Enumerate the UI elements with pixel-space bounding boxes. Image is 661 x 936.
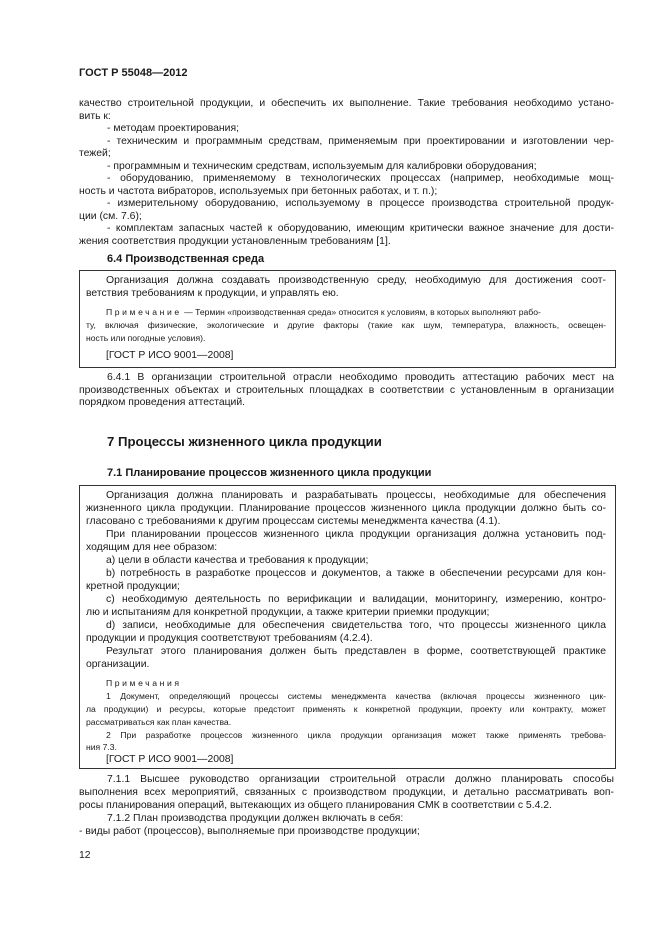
section-heading-6-4: 6.4 Производственная среда [107,253,265,265]
quote-line: Результат этого планирования должен быть представлен в форме, соответствующей практике [106,646,606,657]
text-line: ность и частота вибраторов, используемых при бетонных работах, и т. п.); [79,186,438,197]
text-line: 7.1.1 Высшее руководство организации строительной отрасли должно планировать способы [107,774,614,785]
text-line: жения соответствия продукции установленным требованиям [1]. [79,236,391,247]
quote-line: d) записи, необходимые для обеспечения свидетельства того, что процессы жизненного цикла [106,620,606,631]
list-item: - программным и техническим средствам, используемым для калибровки оборудования; [107,161,537,172]
note-line: 2 При разработке процессов жизненного цикла продукции организация может также применять требова- [106,730,606,740]
list-item: - методам проектирования; [107,123,239,134]
quote-line: организации. [86,659,150,670]
quote-line: кретной продукции; [86,581,180,592]
text-line: росы планирования операций, вытекающих из общего планирования СМК в соответствии с 5.4.2. [79,800,552,811]
quote-line: a) цели в области качества и требования к продукции; [106,555,369,566]
quote-line: лю и испытаниям для конкретной продукции, а также критерии приемки продукции; [86,607,490,618]
note-line: ность или погодные условия). [86,333,206,343]
note-line [106,306,541,319]
section-heading-7-1: 7.1 Планирование процессов жизненного цикла продукции [107,467,432,479]
standard-reference: [ГОСТ Р ИСО 9001—2008] [106,754,234,765]
text-line: 6.4.1 В организации строительной отрасли необходимо проводить аттестацию рабочих мест на [107,372,614,383]
text-line: качество строительной продукции, и обеспечить их выполнение. Такие требования необходимо устано- [79,98,614,109]
text-line: порядком проведения аттестаций. [79,397,246,408]
quote-line: c) необходимую деятельность по верификации и валидации, мониторингу, измерению, контро- [106,594,606,605]
note-line: 1 Документ, определяющий процессы системы менеджмента качества (включая процессы жизненного цик- [106,691,606,701]
text-line: производственных объектах и строительных площадках в соответствии с установленным в организации [79,385,614,396]
chapter-heading-7: 7 Процессы жизненного цикла продукции [107,434,382,449]
text-line: тежей; [79,148,111,159]
quote-line: продукции и продукция соответствуют требованиям (4.2.4). [86,633,373,644]
note-label: Примечание [106,307,182,317]
quote-line: При планировании процессов жизненного цикла продукции организация должна установить под- [106,529,606,540]
list-item: - комплектам запасных частей к оборудованию, имеющим критически важное значение для дости- [107,223,614,234]
note-line: рассматриваться как план качества. [86,717,232,727]
quote-line: Организация должна планировать и разрабатывать процессы, необходимые для обеспечения [106,490,606,501]
quote-line: b) потребность в разработке процессов и документов, а также в обеспечении ресурсами для кон- [106,568,606,579]
list-item: - техническим и программным средствам, применяемым при проектировании и изготовлении чер- [107,136,614,147]
list-item: - виды работ (процессов), выполняемые при производстве продукции; [79,826,420,837]
quote-line: гласовано с требованиями к другим процессам системы менеджмента качества (4.1). [86,516,501,527]
note-text: — Термин «производственная среда» относится к условиям, в которых выполняют рабо- [181,307,541,317]
standard-reference: [ГОСТ Р ИСО 9001—2008] [106,350,234,361]
page-header: ГОСТ Р 55048—2012 [79,67,188,79]
text-line: выполнения всех мероприятий, связанных с производством продукции, и детально рассматривать воп- [79,787,614,798]
note-line: ту, включая физические, экологические и другие факторы (такие как шум, температура, влажность, освещен- [86,320,606,330]
list-item: - измерительному оборудованию, используемому в процессе производства строительной продук- [107,198,614,209]
quote-line: ходящим для нее образом: [86,542,218,553]
page-number: 12 [79,850,91,861]
list-item: - оборудованию, применяемому в технологических процессах (например, необходимые мощ- [107,173,614,184]
text-line: ции (см. 7.6); [79,211,142,222]
text-line: 7.1.2 План производства продукции должен включать в себя: [107,813,404,824]
quote-line: Организация должна создавать производственную среду, необходимую для достижения соот- [106,275,606,286]
quote-line: ветствия требованиям к продукции, и управлять ею. [86,288,339,299]
note-line: ла продукции) и ресурсы, которые предстоит применять к конкретной продукции, проекту или контракту, может [86,704,606,714]
notes-label: Примечания [106,678,182,688]
note-line: ния 7.3. [86,742,117,752]
quote-line: жизненного цикла продукции. Планирование процессов жизненного цикла продукции должно быть со- [86,503,606,514]
text-line: вить к: [79,111,111,122]
